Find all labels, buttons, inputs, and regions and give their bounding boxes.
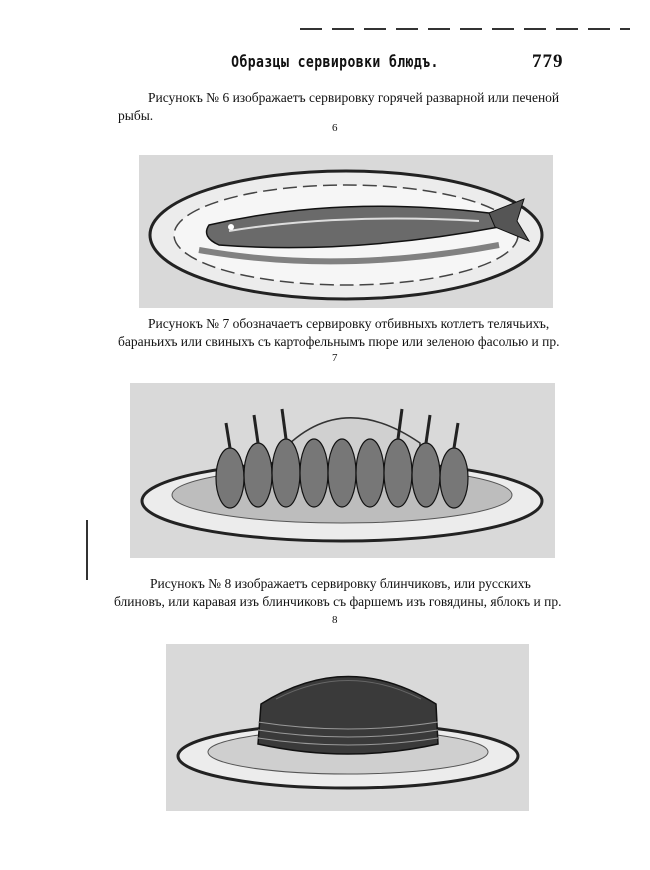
figure-number-6: 6 xyxy=(332,122,338,134)
paragraph-figure-6: Рисунокъ № 6 изображаетъ сервировку горячей разварной или печеной рыбы. xyxy=(118,90,560,123)
figure-8-blini-illustration xyxy=(166,644,529,811)
figure-number-8: 8 xyxy=(332,614,338,626)
cutlets-platter-drawing xyxy=(130,383,555,558)
figure-6-fish-illustration xyxy=(139,155,553,308)
margin-mark xyxy=(86,520,88,580)
page-number: 779 xyxy=(532,51,564,72)
page-title: Образцы сервировки блюдъ. xyxy=(231,52,439,71)
figure-number-7: 7 xyxy=(332,352,338,364)
header-rule xyxy=(300,28,630,30)
figure-7-cutlets-illustration xyxy=(130,383,555,558)
paragraph-figure-7: Рисунокъ № 7 обозначаетъ сервировку отбивныхъ котлетъ телячьихъ, бараньихъ или свиныхъ съ картофельнымъ пюре или зеленою фасолью и пр. xyxy=(118,316,560,349)
blini-plate-drawing xyxy=(166,644,529,811)
fish-platter-drawing xyxy=(139,155,553,308)
paragraph-figure-8: Рисунокъ № 8 изображаетъ сервировку блинчиковъ, или русскихъ блиновъ, или каравая изъ блинчиковъ съ фаршемъ изъ говядины, яблокъ и пр. xyxy=(114,576,562,609)
